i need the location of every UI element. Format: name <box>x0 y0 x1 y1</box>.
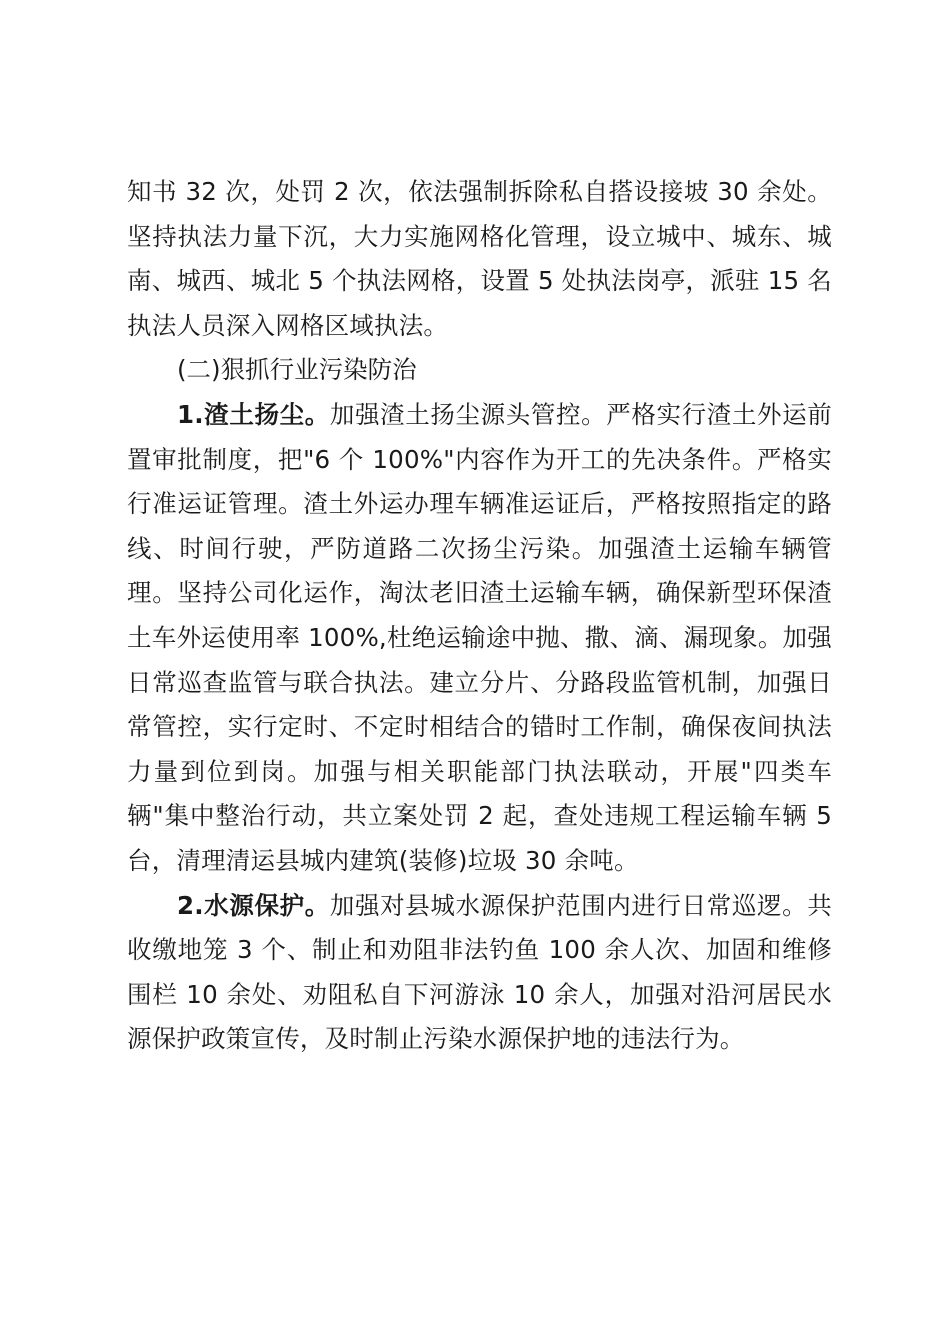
item-paragraph-water <box>127 884 832 1062</box>
section-heading: (二)狠抓行业污染防治 <box>177 355 417 385</box>
paragraph-continuation: 知书 32 次，处罚 2 次，依法强制拆除私自搭设接坡 30 余处。坚持执法力量下沉，大力实施网格化管理，设立城中、城东、城南、城西、城北 5 个执法网格，设置 5 处执法岗亭，派驻 15 名执法人员深入网格区域执法。 <box>127 177 832 340</box>
item-body-dust: 加强渣土扬尘源头管控。严格实行渣土外运前置审批制度，把"6 个 100%"内容作为开工的先决条件。严格实行准运证管理。渣土外运办理车辆准运证后，严格按照指定的路线、时间行驶，严防道路二次扬尘污染。加强渣土运输车辆管理。坚持公司化运作，淘汰老旧渣土运输车辆，确保新型环保渣土车外运使用率 100%,杜绝运输途中抛、撒、滴、漏现象。加强日常巡查监管与联合执法。建立分片、分路段监管机制，加强日常管控，实行定时、不定时相结合的错时工作制，确保夜间执法力量到位到岗。加强与相关职能部门执法联动，开展"四类车辆"集中整治行动，共立案处罚 2 起，查处违规工程运输车辆 5 台，清理清运县城内建筑(装修)垃圾 30 余吨。 <box>127 399 832 875</box>
item-body-water: 加强对县城水源保护范围内进行日常巡逻。共收缴地笼 3 个、制止和劝阻非法钓鱼 100 余人次、加固和维修围栏 10 余处、劝阻私自下河游泳 10 余人，加强对沿河居民水源保护政策宣传，及时制止污染水源保护地的违法行为。 <box>127 890 832 1054</box>
document-body <box>127 170 832 1062</box>
item-lead-dust: 1.渣土扬尘。 <box>177 399 330 429</box>
item-paragraph-dust <box>127 393 832 884</box>
item-lead-water: 2.水源保护。 <box>177 890 330 920</box>
